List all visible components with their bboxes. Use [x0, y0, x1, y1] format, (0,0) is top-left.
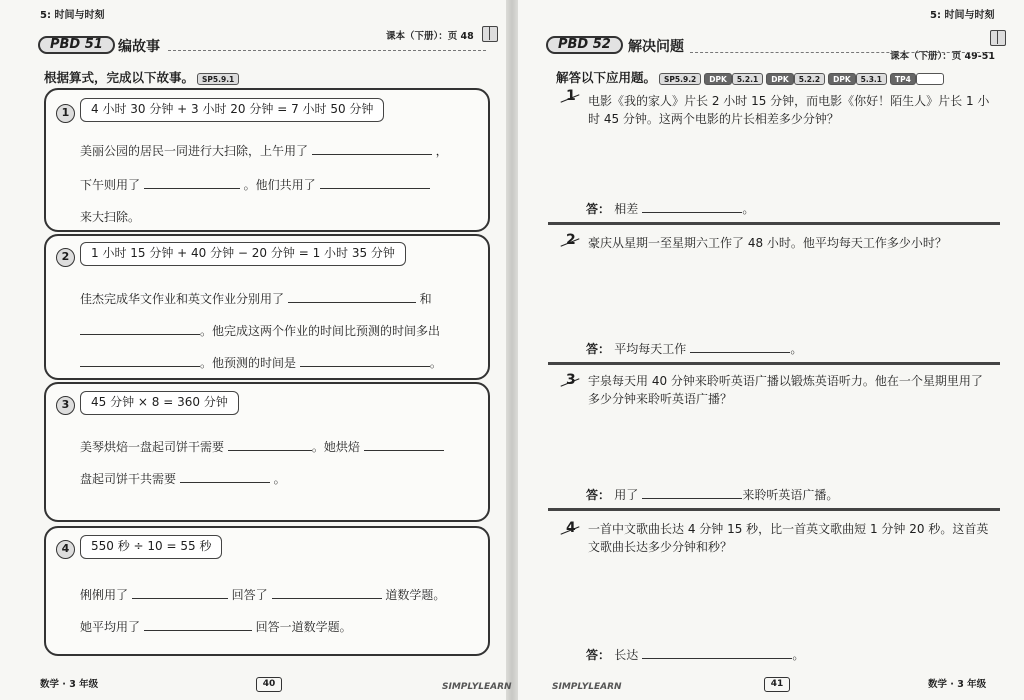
story-text: 回答一道数学题。	[255, 620, 352, 634]
answer-blank[interactable]	[272, 587, 382, 599]
item-number: 4	[56, 540, 75, 559]
divider	[690, 52, 990, 53]
section-title: 解决问题	[628, 39, 684, 55]
story-line	[80, 322, 440, 339]
story-text: ，	[435, 144, 448, 158]
answer-line	[586, 486, 838, 503]
story-text: 下午则用了	[80, 178, 141, 192]
item-number: 2	[56, 248, 75, 267]
answer-blank[interactable]	[180, 471, 270, 483]
story-line	[80, 354, 442, 371]
answer-label: 答：	[586, 342, 611, 356]
answer-text: 。	[742, 202, 755, 216]
question-number: 2	[566, 232, 576, 248]
answer-text: 。	[790, 342, 803, 356]
answer-blank[interactable]	[642, 647, 792, 659]
footer-grade: 数学 · 3 年级	[928, 679, 987, 690]
item-number: 3	[56, 396, 75, 415]
answer-blank[interactable]	[144, 619, 252, 631]
answer-blank[interactable]	[144, 177, 240, 189]
story-text: 和	[419, 292, 432, 306]
skill-tag: 5.3.1	[856, 73, 887, 85]
book-icon	[990, 30, 1006, 46]
publisher-logo: SIMPLYLEARN	[442, 682, 512, 692]
story-line	[80, 176, 430, 193]
skill-tag: DPK	[828, 73, 856, 85]
equation: 1 小时 15 分钟 + 40 分钟 − 20 分钟 = 1 小时 35 分钟	[80, 242, 406, 266]
skill-tag: DPK	[704, 73, 732, 85]
story-box-1	[44, 88, 490, 232]
question-text: 宇泉每天用 40 分钟来聆听英语广播以锻炼英语听力。他在一个星期里用了多少分钟来聆听英语广播？	[588, 374, 983, 406]
answer-blank[interactable]	[288, 291, 416, 303]
skill-tag: 5.2.2	[794, 73, 825, 85]
page-number: 41	[764, 677, 790, 692]
story-line: 来大扫除。	[80, 210, 141, 224]
answer-blank[interactable]	[320, 177, 430, 189]
answer-blank[interactable]	[132, 587, 228, 599]
publisher-logo: SIMPLYLEARN	[552, 682, 622, 692]
skill-tag: 5.2.1	[732, 73, 763, 85]
story-text: 。他预测的时间是	[200, 356, 297, 370]
answer-blank[interactable]	[80, 323, 200, 335]
pbd-badge: PBD 51	[38, 36, 115, 54]
answer-text: 平均每天工作	[614, 342, 687, 356]
answer-blank[interactable]	[300, 355, 430, 367]
answer-label: 答：	[586, 202, 611, 216]
story-text: 。他完成这两个作业的时间比预测的时间多出	[200, 324, 441, 338]
answer-blank[interactable]	[642, 487, 742, 499]
textbook-reference: 课本（下册）：页 49-51	[890, 51, 995, 62]
story-text: 美琴烘焙一盘起司饼干需要	[80, 440, 225, 454]
page-number: 40	[256, 677, 282, 692]
story-line	[80, 586, 445, 603]
divider	[168, 50, 486, 51]
skill-tag: TP4	[890, 73, 916, 85]
answer-text: 相差	[614, 202, 639, 216]
section-title: 编故事	[118, 39, 160, 55]
question-text: 电影《我的家人》片长 2 小时 15 分钟，而电影《你好！陌生人》片长 1 小时 45 分钟。这两个电影的片长相差多少分钟？	[588, 94, 990, 126]
book-gutter	[506, 0, 518, 700]
answer-text: 用了	[614, 488, 639, 502]
pbd-badge: PBD 52	[546, 36, 623, 54]
story-box-4	[44, 526, 490, 656]
instruction	[44, 68, 239, 86]
skill-tag: DPK	[766, 73, 794, 85]
answer-label: 答：	[586, 648, 611, 662]
question-number: 3	[566, 372, 576, 388]
story-text: 。他们共用了	[243, 178, 316, 192]
story-text: 佳杰完成华文作业和英文作业分别用了	[80, 292, 285, 306]
answer-line	[586, 646, 804, 663]
skill-tag: SP5.9.2	[659, 73, 701, 85]
answer-blank[interactable]	[228, 439, 312, 451]
instruction-text: 根据算式，完成以下故事。	[44, 70, 195, 85]
answer-blank[interactable]	[312, 143, 432, 155]
answer-blank[interactable]	[364, 439, 444, 451]
textbook-reference: 课本（下册）：页 48	[386, 31, 474, 42]
story-text: 她平均用了	[80, 620, 141, 634]
question-number: 1	[566, 88, 576, 104]
story-text: 回答了	[231, 588, 268, 602]
chapter-header: 5: 时间与时刻	[930, 10, 995, 21]
answer-line	[586, 340, 802, 357]
story-line	[80, 618, 352, 635]
question-separator	[548, 508, 1000, 511]
book-icon	[482, 26, 498, 42]
answer-text: 长达	[614, 648, 639, 662]
story-text: 。	[429, 356, 442, 370]
skill-tag: SP5.9.1	[197, 73, 239, 85]
answer-text: 来聆听英语广播。	[742, 488, 839, 502]
equation: 550 秒 ÷ 10 = 55 秒	[80, 535, 222, 559]
answer-blank[interactable]	[642, 201, 742, 213]
question-separator	[548, 222, 1000, 225]
story-text: 美丽公园的居民一同进行大扫除，上午用了	[80, 144, 309, 158]
story-box-3	[44, 382, 490, 522]
equation: 45 分钟 × 8 = 360 分钟	[80, 391, 239, 415]
equation: 4 小时 30 分钟 + 3 小时 20 分钟 = 7 小时 50 分钟	[80, 98, 384, 122]
question-separator	[548, 362, 1000, 365]
question-number: 4	[566, 520, 576, 536]
answer-blank[interactable]	[80, 355, 200, 367]
story-text: 。她烘焙	[311, 440, 360, 454]
answer-line	[586, 200, 754, 217]
story-text: 。	[273, 472, 286, 486]
item-number: 1	[56, 104, 75, 123]
question-text: 豪庆从星期一至星期六工作了 48 小时。他平均每天工作多少小时？	[588, 236, 947, 250]
skill-tag-box	[916, 73, 944, 85]
question-text: 一首中文歌曲长达 4 分钟 15 秒，比一首英文歌曲短 1 分钟 20 秒。这首英文歌曲长达多少分钟和秒？	[588, 522, 989, 554]
story-text: 盘起司饼干共需要	[80, 472, 177, 486]
instruction-text: 解答以下应用题。	[556, 70, 657, 85]
answer-label: 答：	[586, 488, 611, 502]
story-line	[80, 470, 286, 487]
chapter-header: 5: 时间与时刻	[40, 10, 105, 21]
answer-blank[interactable]	[690, 341, 790, 353]
instruction	[556, 68, 944, 86]
answer-text: 。	[792, 648, 805, 662]
footer-grade: 数学 · 3 年级	[40, 679, 99, 690]
story-box-2	[44, 234, 490, 380]
story-text: 俐俐用了	[80, 588, 129, 602]
story-line	[80, 290, 432, 307]
story-text: 道数学题。	[385, 588, 446, 602]
story-line	[80, 438, 444, 455]
story-line	[80, 142, 448, 159]
